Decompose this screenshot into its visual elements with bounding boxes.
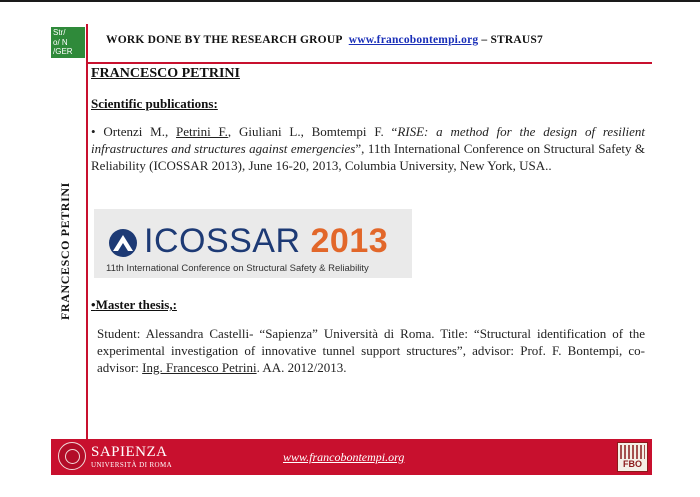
vertical-divider (86, 24, 88, 439)
thesis-advisor: Ing. Francesco Petrini (142, 360, 257, 375)
publications-heading-colon: : (213, 96, 218, 111)
fbo-grid-icon (620, 445, 645, 459)
icossar-title (144, 223, 388, 259)
logo-line-2: o/ N (53, 37, 68, 47)
footer-website-link[interactable]: www.francobontempi.org (283, 450, 405, 464)
stronger-logo (51, 27, 85, 58)
page-title: FRANCESCO PETRINI (91, 66, 240, 81)
icossar-year: 2013 (310, 222, 389, 260)
publication-title: RISE: a method for the design of resilient infrastructures and structures against emergencies (91, 124, 645, 156)
fbo-logo (617, 442, 648, 472)
thesis-text: Student: Alessandra Castelli- “Sapienza” Università di Roma. Title: “Structural identification of the experimental investigation of innovative tunnel support structures”, advisor: Prof. F. Bontempi, co-advisor: (97, 326, 645, 375)
thesis-entry (97, 325, 645, 376)
logo-line-1: Str/ (53, 28, 66, 37)
university-seal-icon (58, 442, 86, 470)
university-name: SAPIENZA (91, 444, 168, 460)
header-prefix: WORK DONE BY THE RESEARCH GROUP (106, 34, 343, 46)
page-header (106, 34, 543, 46)
footer-bar (51, 439, 652, 475)
publication-author-1: Ortenzi M., (103, 124, 177, 139)
icossar-logo-icon (108, 228, 142, 258)
publication-entry (91, 123, 645, 174)
publications-heading (91, 96, 218, 112)
side-name-label: FRANCESCO PETRINI (58, 182, 72, 320)
thesis-heading-text: Master thesis,: (95, 297, 177, 312)
thesis-bullet: • (91, 297, 96, 312)
publication-authors-rest: , Giuliani L., Bomtempi F. “ (227, 124, 398, 139)
publications-heading-text: Scientific publications (91, 96, 214, 111)
publication-details: ”, 11th International Conference on Structural Safety & Reliability (ICOSSAR 2013), June 16-20, 2013, Columbia University, New York, USA.. (91, 141, 646, 173)
university-subname: UNIVERSITÀ DI ROMA (91, 461, 173, 469)
fbo-logo-text: FBO (623, 459, 642, 469)
thesis-heading (91, 297, 177, 313)
header-suffix: – STRAUS7 (481, 34, 543, 46)
publication-author-petrini: Petrini F. (176, 124, 228, 139)
thesis-text-end: . AA. 2012/2013. (256, 360, 347, 375)
icossar-subtitle: 11th International Conference on Structural Safety & Reliability (106, 263, 369, 274)
top-border-line (0, 0, 700, 2)
logo-line-3: /GER (53, 47, 73, 56)
publication-bullet: • (91, 124, 104, 139)
icossar-title-text: ICOSSAR (144, 222, 301, 260)
header-divider (86, 62, 652, 64)
icossar-banner (94, 209, 412, 278)
header-website-link[interactable]: www.francobontempi.org (348, 34, 479, 46)
